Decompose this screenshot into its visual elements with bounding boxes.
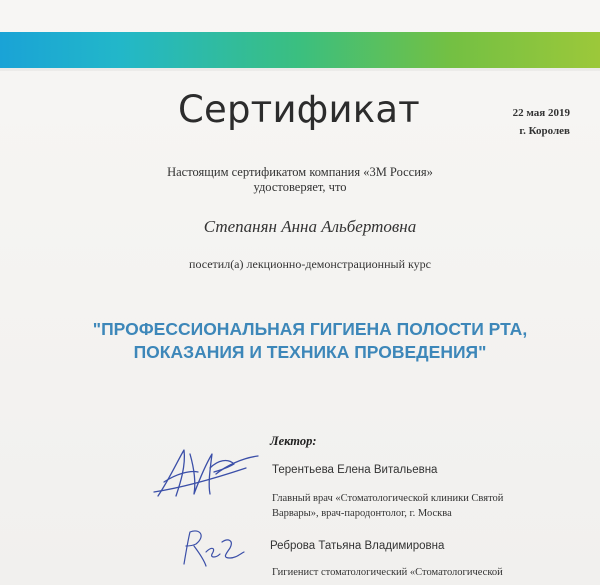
date-location <box>513 104 570 140</box>
second-lecturer-description: Гигиенист стоматологический «Стоматологической <box>272 567 503 578</box>
certificate-title: Сертификат <box>178 88 420 131</box>
recipient-name: Степанян Анна Альбертовна <box>203 217 417 236</box>
intro-text <box>120 165 480 195</box>
gradient-header-band <box>0 32 600 68</box>
band-shadow <box>0 68 600 71</box>
first-lecturer-desc-line-2: Варвары», врач-пародонтолог, г. Москва <box>272 508 452 519</box>
attended-text: посетил(а) лекционно-демонстрационный курс <box>189 257 431 271</box>
signature-icon <box>172 524 252 572</box>
signature-icon <box>150 438 265 504</box>
course-title-line-2: ПОКАЗАНИЯ И ТЕХНИКА ПРОВЕДЕНИЯ" <box>133 342 487 362</box>
intro-line-1: Настоящим сертификатом компания «3М Россия» <box>167 165 433 179</box>
certificate-date: 22 мая 2019 <box>512 107 570 119</box>
certificate-city: г. Королев <box>519 125 570 137</box>
lecturer-label: Лектор: <box>270 434 317 448</box>
first-lecturer-name: Терентьева Елена Витальевна <box>272 464 438 476</box>
course-title-line-1: "ПРОФЕССИОНАЛЬНАЯ ГИГИЕНА ПОЛОСТИ РТА, <box>92 319 528 339</box>
first-lecturer-desc-line-1: Главный врач «Стоматологической клиники Святой <box>272 493 504 504</box>
first-lecturer-description <box>272 491 572 521</box>
second-lecturer-name: Реброва Татьяна Владимировна <box>270 540 445 552</box>
intro-line-2: удостоверяет, что <box>253 180 347 194</box>
course-title <box>40 318 580 364</box>
